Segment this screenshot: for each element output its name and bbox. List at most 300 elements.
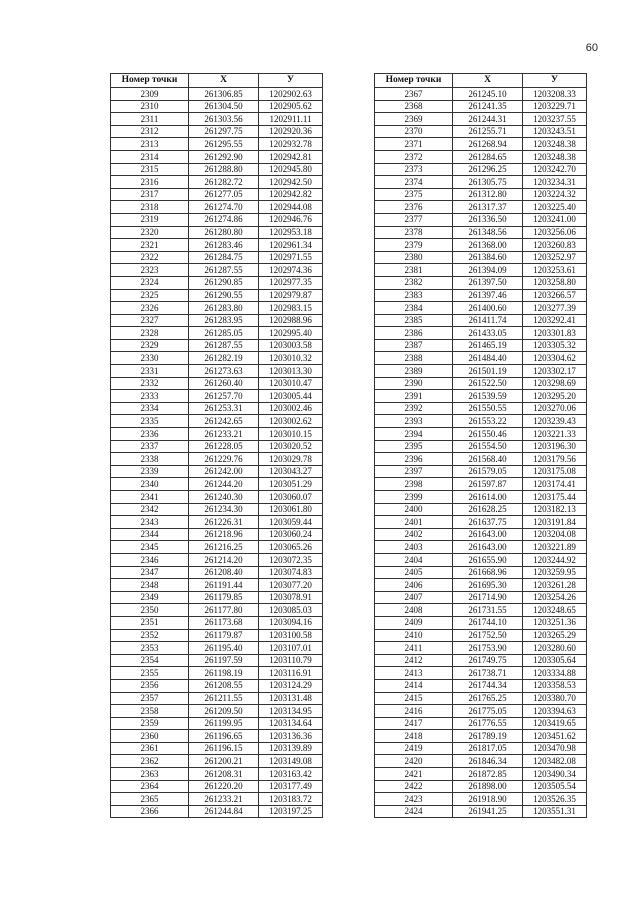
y-coordinate-cell: 1203072.35 xyxy=(259,553,323,566)
x-coordinate-cell: 261296.25 xyxy=(453,163,523,176)
x-coordinate-cell: 261177.80 xyxy=(189,604,259,617)
point-number-cell: 2372 xyxy=(375,150,453,163)
x-coordinate-cell: 261284.65 xyxy=(453,150,523,163)
x-coordinate-cell: 261284.75 xyxy=(189,251,259,264)
x-coordinate-cell: 261744.34 xyxy=(453,679,523,692)
y-coordinate-cell: 1203131.48 xyxy=(259,692,323,705)
table-row xyxy=(375,440,587,453)
point-number-cell: 2334 xyxy=(111,402,189,415)
point-number-cell: 2411 xyxy=(375,642,453,655)
y-coordinate-cell: 1203043.27 xyxy=(259,465,323,478)
table-row xyxy=(111,150,323,163)
point-number-cell: 2399 xyxy=(375,491,453,504)
y-coordinate-cell: 1203505.54 xyxy=(523,780,587,793)
y-coordinate-cell: 1203107.01 xyxy=(259,642,323,655)
table-body xyxy=(375,88,587,818)
x-coordinate-cell: 261209.50 xyxy=(189,705,259,718)
table-row xyxy=(375,377,587,390)
table-row xyxy=(375,755,587,768)
point-number-cell: 2394 xyxy=(375,428,453,441)
y-coordinate-cell: 1203149.08 xyxy=(259,755,323,768)
point-number-cell: 2421 xyxy=(375,768,453,781)
point-number-cell: 2337 xyxy=(111,440,189,453)
point-number-cell: 2384 xyxy=(375,302,453,315)
y-coordinate-cell: 1202905.62 xyxy=(259,100,323,113)
point-number-cell: 2375 xyxy=(375,188,453,201)
table-row xyxy=(111,579,323,592)
y-coordinate-cell: 1203224.32 xyxy=(523,188,587,201)
table-row xyxy=(111,289,323,302)
y-coordinate-cell: 1202971.55 xyxy=(259,251,323,264)
y-coordinate-cell: 1203005.44 xyxy=(259,390,323,403)
table-row xyxy=(111,566,323,579)
table-row xyxy=(375,491,587,504)
table-row xyxy=(375,591,587,604)
x-coordinate-cell: 261280.80 xyxy=(189,226,259,239)
coordinates-table-right xyxy=(374,73,587,818)
x-coordinate-cell: 261501.19 xyxy=(453,365,523,378)
x-coordinate-header: Х xyxy=(189,74,259,88)
table-row xyxy=(111,780,323,793)
y-coordinate-cell: 1203237.55 xyxy=(523,113,587,126)
point-number-cell: 2346 xyxy=(111,553,189,566)
y-coordinate-cell: 1203243.51 xyxy=(523,125,587,138)
point-number-cell: 2322 xyxy=(111,251,189,264)
y-coordinate-cell: 1202974.36 xyxy=(259,264,323,277)
y-coordinate-cell: 1202977.35 xyxy=(259,276,323,289)
y-coordinate-cell: 1202911.11 xyxy=(259,113,323,126)
x-coordinate-cell: 261749.75 xyxy=(453,654,523,667)
x-coordinate-cell: 261297.75 xyxy=(189,125,259,138)
x-coordinate-cell: 261579.05 xyxy=(453,465,523,478)
table-row xyxy=(375,390,587,403)
table-row xyxy=(375,365,587,378)
y-coordinate-cell: 1203253.61 xyxy=(523,264,587,277)
x-coordinate-cell: 261233.21 xyxy=(189,428,259,441)
x-coordinate-cell: 261290.55 xyxy=(189,289,259,302)
x-coordinate-cell: 261234.30 xyxy=(189,503,259,516)
x-coordinate-cell: 261196.65 xyxy=(189,730,259,743)
table-row xyxy=(111,768,323,781)
point-number-cell: 2403 xyxy=(375,541,453,554)
y-coordinate-cell: 1203204.08 xyxy=(523,528,587,541)
point-number-cell: 2368 xyxy=(375,100,453,113)
y-coordinate-cell: 1203241.00 xyxy=(523,213,587,226)
table-row xyxy=(111,742,323,755)
y-coordinate-cell: 1203085.03 xyxy=(259,604,323,617)
coordinates-table-left xyxy=(110,73,323,818)
point-number-cell: 2328 xyxy=(111,327,189,340)
point-number-cell: 2344 xyxy=(111,528,189,541)
x-coordinate-cell: 261295.55 xyxy=(189,138,259,151)
point-number-cell: 2392 xyxy=(375,402,453,415)
x-coordinate-cell: 261208.55 xyxy=(189,679,259,692)
point-number-cell: 2420 xyxy=(375,755,453,768)
table-row xyxy=(375,616,587,629)
x-coordinate-cell: 261637.75 xyxy=(453,516,523,529)
y-coordinate-cell: 1203252.97 xyxy=(523,251,587,264)
x-coordinate-cell: 261200.21 xyxy=(189,755,259,768)
point-number-cell: 2388 xyxy=(375,352,453,365)
point-number-cell: 2324 xyxy=(111,276,189,289)
table-row xyxy=(111,163,323,176)
x-coordinate-cell: 261208.40 xyxy=(189,566,259,579)
table-header xyxy=(111,74,323,88)
table-row xyxy=(111,352,323,365)
point-number-cell: 2369 xyxy=(375,113,453,126)
table-row xyxy=(375,276,587,289)
point-number-cell: 2397 xyxy=(375,465,453,478)
x-coordinate-cell: 261216.25 xyxy=(189,541,259,554)
x-coordinate-cell: 261214.20 xyxy=(189,553,259,566)
table-row xyxy=(111,176,323,189)
point-number-cell: 2352 xyxy=(111,629,189,642)
x-coordinate-cell: 261292.90 xyxy=(189,150,259,163)
table-row xyxy=(111,339,323,352)
x-coordinate-cell: 261196.15 xyxy=(189,742,259,755)
point-number-cell: 2364 xyxy=(111,780,189,793)
table-row xyxy=(111,264,323,277)
table-row xyxy=(375,692,587,705)
x-coordinate-cell: 261317.37 xyxy=(453,201,523,214)
point-number-cell: 2424 xyxy=(375,805,453,818)
y-coordinate-cell: 1203010.15 xyxy=(259,428,323,441)
y-coordinate-cell: 1203305.64 xyxy=(523,654,587,667)
x-coordinate-cell: 261240.30 xyxy=(189,491,259,504)
point-number-cell: 2407 xyxy=(375,591,453,604)
x-coordinate-cell: 261173.68 xyxy=(189,616,259,629)
y-coordinate-cell: 1203470.98 xyxy=(523,742,587,755)
x-coordinate-cell: 261643.00 xyxy=(453,541,523,554)
table-row xyxy=(111,654,323,667)
y-coordinate-cell: 1203248.38 xyxy=(523,150,587,163)
x-coordinate-cell: 261245.10 xyxy=(453,88,523,101)
table-row xyxy=(111,251,323,264)
x-coordinate-cell: 261397.46 xyxy=(453,289,523,302)
point-number-cell: 2377 xyxy=(375,213,453,226)
table-row xyxy=(111,365,323,378)
x-coordinate-cell: 261268.94 xyxy=(453,138,523,151)
table-row xyxy=(111,390,323,403)
table-row xyxy=(375,201,587,214)
table-row xyxy=(111,503,323,516)
x-coordinate-cell: 261273.63 xyxy=(189,365,259,378)
x-coordinate-cell: 261283.95 xyxy=(189,314,259,327)
x-coordinate-cell: 261244.20 xyxy=(189,478,259,491)
table-row xyxy=(375,163,587,176)
x-coordinate-cell: 261220.20 xyxy=(189,780,259,793)
point-number-cell: 2376 xyxy=(375,201,453,214)
point-number-cell: 2374 xyxy=(375,176,453,189)
header-row xyxy=(375,74,587,88)
table-row xyxy=(375,629,587,642)
point-number-cell: 2406 xyxy=(375,579,453,592)
y-coordinate-cell: 1203280.60 xyxy=(523,642,587,655)
y-coordinate-cell: 1203174.41 xyxy=(523,478,587,491)
y-coordinate-cell: 1202961.34 xyxy=(259,239,323,252)
x-coordinate-cell: 261668.96 xyxy=(453,566,523,579)
y-coordinate-cell: 1203010.32 xyxy=(259,352,323,365)
table-row xyxy=(375,327,587,340)
y-coordinate-cell: 1203394.63 xyxy=(523,705,587,718)
y-coordinate-cell: 1203051.29 xyxy=(259,478,323,491)
y-coordinate-cell: 1203239.43 xyxy=(523,415,587,428)
table-row xyxy=(375,742,587,755)
y-coordinate-cell: 1203124.29 xyxy=(259,679,323,692)
point-number-cell: 2419 xyxy=(375,742,453,755)
point-number-cell: 2333 xyxy=(111,390,189,403)
y-coordinate-cell: 1203061.80 xyxy=(259,503,323,516)
point-number-header: Номер точки xyxy=(375,74,453,88)
point-number-cell: 2330 xyxy=(111,352,189,365)
y-coordinate-cell: 1202942.81 xyxy=(259,150,323,163)
y-coordinate-cell: 1203526.35 xyxy=(523,793,587,806)
x-coordinate-cell: 261282.72 xyxy=(189,176,259,189)
x-coordinate-cell: 261274.86 xyxy=(189,213,259,226)
table-row xyxy=(375,528,587,541)
x-coordinate-cell: 261257.70 xyxy=(189,390,259,403)
point-number-cell: 2418 xyxy=(375,730,453,743)
table-row xyxy=(111,491,323,504)
point-number-cell: 2415 xyxy=(375,692,453,705)
table-row xyxy=(375,717,587,730)
y-coordinate-header: У xyxy=(523,74,587,88)
x-coordinate-cell: 261776.55 xyxy=(453,717,523,730)
table-row xyxy=(375,314,587,327)
table-row xyxy=(375,453,587,466)
x-coordinate-cell: 261568.40 xyxy=(453,453,523,466)
y-coordinate-cell: 1203163.42 xyxy=(259,768,323,781)
point-number-cell: 2395 xyxy=(375,440,453,453)
point-number-cell: 2393 xyxy=(375,415,453,428)
x-coordinate-cell: 261614.00 xyxy=(453,491,523,504)
y-coordinate-cell: 1203013.30 xyxy=(259,365,323,378)
y-coordinate-cell: 1203196.30 xyxy=(523,440,587,453)
x-coordinate-cell: 261817.05 xyxy=(453,742,523,755)
point-number-cell: 2386 xyxy=(375,327,453,340)
x-coordinate-cell: 261303.56 xyxy=(189,113,259,126)
y-coordinate-cell: 1203221.89 xyxy=(523,541,587,554)
point-number-cell: 2413 xyxy=(375,667,453,680)
table-row xyxy=(375,579,587,592)
y-coordinate-cell: 1202902.63 xyxy=(259,88,323,101)
y-coordinate-cell: 1202953.18 xyxy=(259,226,323,239)
x-coordinate-cell: 261197.59 xyxy=(189,654,259,667)
y-coordinate-cell: 1203304.62 xyxy=(523,352,587,365)
y-coordinate-cell: 1203244.92 xyxy=(523,553,587,566)
table-row xyxy=(375,541,587,554)
table-row xyxy=(375,251,587,264)
x-coordinate-cell: 261597.87 xyxy=(453,478,523,491)
y-coordinate-cell: 1203060.24 xyxy=(259,528,323,541)
x-coordinate-cell: 261255.71 xyxy=(453,125,523,138)
y-coordinate-cell: 1203116.91 xyxy=(259,667,323,680)
x-coordinate-cell: 261218.96 xyxy=(189,528,259,541)
y-coordinate-cell: 1203482.08 xyxy=(523,755,587,768)
table-row xyxy=(375,352,587,365)
y-coordinate-cell: 1203419.65 xyxy=(523,717,587,730)
point-number-cell: 2358 xyxy=(111,705,189,718)
x-coordinate-cell: 261253.31 xyxy=(189,402,259,415)
point-number-cell: 2329 xyxy=(111,339,189,352)
x-coordinate-cell: 261304.50 xyxy=(189,100,259,113)
table-row xyxy=(375,553,587,566)
point-number-cell: 2416 xyxy=(375,705,453,718)
y-coordinate-cell: 1203248.38 xyxy=(523,138,587,151)
table-row xyxy=(375,415,587,428)
point-number-cell: 2311 xyxy=(111,113,189,126)
point-number-cell: 2340 xyxy=(111,478,189,491)
table-row xyxy=(111,276,323,289)
table-row xyxy=(375,478,587,491)
point-number-cell: 2336 xyxy=(111,428,189,441)
point-number-cell: 2389 xyxy=(375,365,453,378)
y-coordinate-cell: 1203074.83 xyxy=(259,566,323,579)
y-coordinate-cell: 1202946.76 xyxy=(259,213,323,226)
y-coordinate-cell: 1203183.72 xyxy=(259,793,323,806)
table-row xyxy=(375,226,587,239)
x-coordinate-cell: 261465.19 xyxy=(453,339,523,352)
table-row xyxy=(111,516,323,529)
x-coordinate-cell: 261244.31 xyxy=(453,113,523,126)
point-number-cell: 2400 xyxy=(375,503,453,516)
table-row xyxy=(111,730,323,743)
point-number-cell: 2402 xyxy=(375,528,453,541)
y-coordinate-cell: 1203208.33 xyxy=(523,88,587,101)
y-coordinate-cell: 1203302.17 xyxy=(523,365,587,378)
x-coordinate-cell: 261312.80 xyxy=(453,188,523,201)
y-coordinate-cell: 1203179.56 xyxy=(523,453,587,466)
y-coordinate-cell: 1203380.70 xyxy=(523,692,587,705)
y-coordinate-cell: 1203060.07 xyxy=(259,491,323,504)
x-coordinate-cell: 261765.25 xyxy=(453,692,523,705)
point-number-cell: 2319 xyxy=(111,213,189,226)
point-number-cell: 2355 xyxy=(111,667,189,680)
y-coordinate-cell: 1203259.95 xyxy=(523,566,587,579)
x-coordinate-cell: 261394.09 xyxy=(453,264,523,277)
point-number-cell: 2381 xyxy=(375,264,453,277)
y-coordinate-cell: 1203490.34 xyxy=(523,768,587,781)
x-coordinate-cell: 261397.50 xyxy=(453,276,523,289)
x-coordinate-cell: 261179.87 xyxy=(189,629,259,642)
x-coordinate-cell: 261287.55 xyxy=(189,264,259,277)
point-number-cell: 2382 xyxy=(375,276,453,289)
point-number-cell: 2365 xyxy=(111,793,189,806)
table-row xyxy=(111,213,323,226)
table-row xyxy=(111,717,323,730)
y-coordinate-cell: 1203295.20 xyxy=(523,390,587,403)
table-row xyxy=(111,541,323,554)
table-row xyxy=(375,705,587,718)
x-coordinate-cell: 261789.19 xyxy=(453,730,523,743)
y-coordinate-cell: 1202942.82 xyxy=(259,188,323,201)
table-row xyxy=(375,264,587,277)
table-row xyxy=(111,705,323,718)
table-row xyxy=(111,793,323,806)
y-coordinate-cell: 1203266.57 xyxy=(523,289,587,302)
point-number-cell: 2350 xyxy=(111,604,189,617)
table-row xyxy=(111,327,323,340)
table-row xyxy=(375,289,587,302)
y-coordinate-cell: 1203261.28 xyxy=(523,579,587,592)
x-coordinate-cell: 261628.25 xyxy=(453,503,523,516)
point-number-cell: 2398 xyxy=(375,478,453,491)
x-coordinate-cell: 261242.00 xyxy=(189,465,259,478)
table-row xyxy=(375,213,587,226)
point-number-cell: 2353 xyxy=(111,642,189,655)
table-row xyxy=(375,654,587,667)
table-row xyxy=(111,113,323,126)
y-coordinate-cell: 1203002.46 xyxy=(259,402,323,415)
table-row xyxy=(111,188,323,201)
point-number-cell: 2373 xyxy=(375,163,453,176)
table-row xyxy=(111,667,323,680)
y-coordinate-cell: 1203256.06 xyxy=(523,226,587,239)
table-row xyxy=(375,667,587,680)
table-row xyxy=(111,377,323,390)
table-row xyxy=(375,339,587,352)
table-row xyxy=(375,113,587,126)
x-coordinate-cell: 261198.19 xyxy=(189,667,259,680)
x-coordinate-cell: 261918.90 xyxy=(453,793,523,806)
point-number-cell: 2332 xyxy=(111,377,189,390)
x-coordinate-cell: 261554.50 xyxy=(453,440,523,453)
table-row xyxy=(111,138,323,151)
table-row xyxy=(111,302,323,315)
point-number-cell: 2356 xyxy=(111,679,189,692)
y-coordinate-cell: 1203260.83 xyxy=(523,239,587,252)
point-number-cell: 2366 xyxy=(111,805,189,818)
point-number-cell: 2417 xyxy=(375,717,453,730)
y-coordinate-cell: 1203254.26 xyxy=(523,591,587,604)
table-row xyxy=(111,100,323,113)
y-coordinate-cell: 1203451.62 xyxy=(523,730,587,743)
point-number-cell: 2315 xyxy=(111,163,189,176)
table-row xyxy=(111,642,323,655)
table-row xyxy=(375,402,587,415)
point-number-cell: 2325 xyxy=(111,289,189,302)
x-coordinate-cell: 261283.80 xyxy=(189,302,259,315)
x-coordinate-cell: 261306.85 xyxy=(189,88,259,101)
x-coordinate-cell: 261753.90 xyxy=(453,642,523,655)
table-row xyxy=(111,201,323,214)
y-coordinate-cell: 1203265.29 xyxy=(523,629,587,642)
y-coordinate-cell: 1203029.78 xyxy=(259,453,323,466)
y-coordinate-cell: 1203270.06 xyxy=(523,402,587,415)
point-number-cell: 2342 xyxy=(111,503,189,516)
point-number-cell: 2408 xyxy=(375,604,453,617)
y-coordinate-cell: 1203277.39 xyxy=(523,302,587,315)
table-row xyxy=(375,125,587,138)
y-coordinate-cell: 1203221.33 xyxy=(523,428,587,441)
y-coordinate-cell: 1203292.41 xyxy=(523,314,587,327)
point-number-cell: 2314 xyxy=(111,150,189,163)
table-row xyxy=(111,679,323,692)
point-number-cell: 2390 xyxy=(375,377,453,390)
point-number-cell: 2385 xyxy=(375,314,453,327)
table-row xyxy=(111,591,323,604)
x-coordinate-cell: 261228.05 xyxy=(189,440,259,453)
table-row xyxy=(111,616,323,629)
x-coordinate-cell: 261241.35 xyxy=(453,100,523,113)
x-coordinate-cell: 261752.50 xyxy=(453,629,523,642)
x-coordinate-cell: 261199.95 xyxy=(189,717,259,730)
x-coordinate-cell: 261695.30 xyxy=(453,579,523,592)
x-coordinate-cell: 261411.74 xyxy=(453,314,523,327)
x-coordinate-cell: 261244.84 xyxy=(189,805,259,818)
point-number-cell: 2410 xyxy=(375,629,453,642)
x-coordinate-cell: 261655.90 xyxy=(453,553,523,566)
